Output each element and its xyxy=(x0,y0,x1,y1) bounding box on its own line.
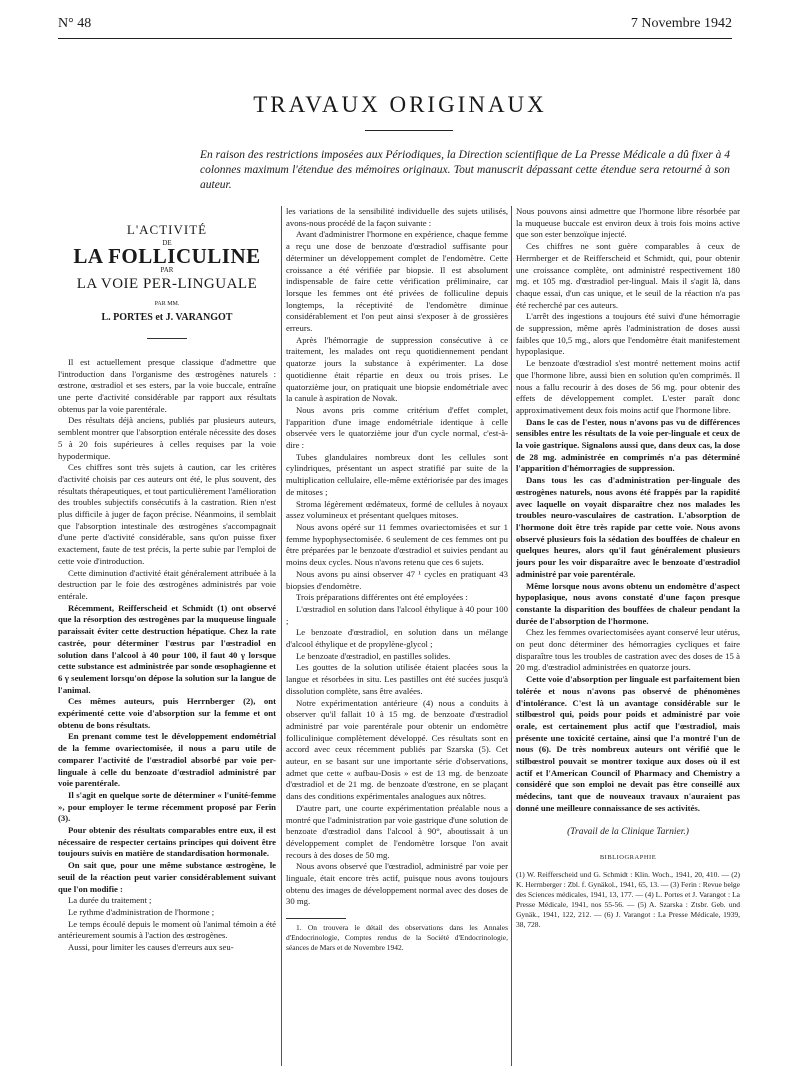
paragraph: Trois préparations différentes ont été employées : xyxy=(296,592,468,603)
paragraph: Pour obtenir des résultats comparables entre eux, il est nécessaire de respecter certains principes qui doivent être toujours suivis en matière de standardisation hormonale. xyxy=(58,825,276,859)
title-line-2: LA VOIE PER-LINGUALE xyxy=(76,275,258,292)
footnote-rule xyxy=(286,918,346,919)
paragraph: Le benzoate d'œstradiol s'est montré nettement moins actif que l'hormone libre, aussi bien en solution qu'en comprimés. Il nous a fallu recourir à des doses de 56 mg. pour obtenir des effets de développement complet. L'ester paraît donc approximativement deux fois moins actif que l'hormone libre. xyxy=(516,358,740,415)
list-item: Le temps écoulé depuis le moment où l'animal témoin a été antérieurement soumis à l'action des œstrogènes. xyxy=(58,918,276,941)
title-rule xyxy=(365,130,453,131)
paragraph: Il est actuellement presque classique d'admettre que l'introduction dans l'organisme des œstrogènes naturels : œstrone, œstradiol et ses esters, par la voie buccale, entraîne une perte d'activité considérable par rapport aux résultats obtenus par la voie parentérale. xyxy=(58,356,276,414)
header-rule xyxy=(58,38,732,39)
column-1 xyxy=(58,206,276,1066)
column-divider xyxy=(281,206,282,1066)
paragraph: Stroma légèrement œdémateux, formé de cellules à noyaux assez volumineux et présentant quelques mitoses. xyxy=(286,498,508,521)
bold-section xyxy=(58,603,276,896)
paragraph: Des résultats déjà anciens, publiés par plusieurs auteurs, semblent montrer que l'absorption entérale nécessite des doses 5 à 20 fois supérieures à celles requises par la voie hypodermique. xyxy=(58,415,276,461)
page-number: N° 48 xyxy=(58,16,92,31)
paragraph: Chez les femmes ovariectomisées ayant conservé leur utérus, on peut donc déterminer des hémorragies cycliques et faire disparaître tous les troubles de castration avec des doses de 15 à 20 mg. d'œstradiol administrées en quatorze jours. xyxy=(516,627,740,673)
paragraph: les variations de la sensibilité individuelle des sujets utilisés, avons-nous procédé de la façon suivante : xyxy=(286,206,508,228)
paragraph: Cette diminution d'activité était généralement attribuée à la destruction par le foie des œstrogènes administrés par voie entérale. xyxy=(58,567,276,601)
title-line-1: L'ACTIVITÉ xyxy=(126,222,208,237)
paragraph: Nous avons pu ainsi observer 47 ¹ cycles en pratiquant 43 biopsies d'endomètre. xyxy=(286,568,508,591)
title-separator xyxy=(147,338,187,339)
paragraph: Avant d'administrer l'hormone en expérience, chaque femme a reçu une dose de benzoate d'œstradiol suffisante pour déterminer un développement complet de l'endomètre. Cette croissance a été vérifiée par biopsie. Il est absolument indispensable de faire cette vérification préliminaire, car lorsque les femmes ont été privées de folliculine depuis longtemps, la réceptivité de l'endomètre diminue considérablement et l'on peut ainsi s'exposer à de grossières erreurs. xyxy=(286,229,508,334)
paragraph: Tubes glandulaires nombreux dont les cellules sont cylindriques, présentant un aspect stratifié par suite de la multiplication cellulaire, elle-même extériorisée par des images de mitoses ; xyxy=(286,451,508,497)
column-divider xyxy=(511,206,512,1066)
section-title: TRAVAUX ORIGINAUX xyxy=(253,92,547,117)
paragraph: Récemment, Reifferscheid et Schmidt (1) ont observé que la résorption des œstrogènes par la muqueuse linguale paraissait éviter cette destruction hépatique. Chez la rate castrée, pour déterminer l'œstrus par l'œstradiol en solution dans l'alcool à 40 pour 100, il faut 40 γ lorsque cette substance est administrée par sonde œsophagienne et 6 γ seulement lorsqu'on dépose la solution sur la langue de l'animal. xyxy=(58,602,276,695)
editorial-note: En raison des restrictions imposées aux Périodiques, la Direction scientifique de La Presse Médicale a dû fixer à 4 colonnes maximum l'étendue des mémoires originaux. Tout manuscrit dépassant cette étendue sera retourné à son auteur. xyxy=(200,149,730,191)
bibliography: (1) W. Reifferscheid und G. Schmidt : Klin. Woch., 1941, 20, 410. — (2) K. Herrnberger : Zbl. f. Gynäkol., 1941, 65, 13. — (3) Ferin : Revue belge des Sciences médicales, 1941, 13, 177. — (4) L. Portes et J. Varangot : La Presse Médicale, 1941, nos 55-56. — (5) A. Szarska : Ztsbr. Geb. und Gynäk., 1941, 122, 212. — (6) J. Varangot : La Presse Médicale, 1939, 38, 728. xyxy=(516,869,740,929)
signoff: (Travail de la Clinique Tarnier.) xyxy=(567,826,689,837)
paragraph: Nous avons pris comme critérium d'effet complet, l'apparition d'une image endométriale identique à celle observée vers le quatorzième jour d'un cycle normal, c'est-à-dire : xyxy=(286,404,508,451)
list-item: Le rythme d'administration de l'hormone ; xyxy=(68,906,215,917)
paragraph: Les gouttes de la solution utilisée étaient placées sous la langue et résorbées in situ. Les pastilles ont été sucées jusqu'à dissolution complète, sans être avalées. xyxy=(286,662,508,696)
factor-list xyxy=(58,895,276,942)
authors-prefix: PAR MM. xyxy=(154,300,180,307)
paragraph: Dans tous les cas d'administration per-linguale des œstrogènes naturels, nous avons été frappés par la rapidité avec laquelle on voyait disparaître chez nos malades les troubles neuro-vasculaires de castration. L'absorption de l'hormone doit être très rapide par cette voie. Nous avons observé plusieurs fois la sédation des bouffées de chaleur en quelques heures, alors qu'il faut généralement plusieurs jours pour les voir disparaître avec le benzoate d'œstradiol administré par voie parentérale. xyxy=(516,475,740,579)
paragraph: L'arrêt des ingestions a toujours été suivi d'une hémorragie de suppression, même après l'administration de doses aussi faibles que 10,5 mg., alors que l'endomètre était manifestement hypoplasique. xyxy=(516,311,740,357)
list-item: La durée du traitement ; xyxy=(68,895,152,906)
authors: L. PORTES et J. VARANGOT xyxy=(101,312,233,324)
paragraph: Notre expérimentation antérieure (4) nous a conduits à observer qu'il fallait 10 à 15 mg. de benzoate d'œstradiol administré par voie parentérale pour obtenir un endomètre folliculinique complètement développé. Ces résultats sont en accord avec ceux récemment publiés par Szarska (5). Cet auteur, en se basant sur une importante série d'observations, admet que cette « aufbau-Dosis » est de 13 mg. de benzoate d'œstradiol et de 21 mg. de benzoate d'œstrone, en se plaçant dans des conditions expérimentales analogues aux nôtres. xyxy=(286,697,508,802)
paragraph: Le benzoate d'œstradiol, en pastilles solides. xyxy=(296,650,451,661)
paragraph: Ces chiffres sont très sujets à caution, car les critères d'activité choisis par ces auteurs ont été, le plus souvent, des résultats thérapeutiques, et tout particulièrement l'amélioration des troubles subjectifs consécutifs à la castration. Rien n'est plus difficile à juger de façon précise. Néanmoins, il semblait que l'absorption intestinale des œstrogènes s'accompagnait d'une perte d'activité considérable, sans qu'on puisse fixer exactement, faute de test précis, la perte subie par l'emploi de cette voie d'introduction. xyxy=(58,462,276,566)
paragraph: Le benzoate d'œstradiol, en solution dans un mélange d'alcool éthylique et de propylène-glycol ; xyxy=(286,627,508,650)
paragraph: Ces chiffres ne sont guère comparables à ceux de Herrnberger et de Reifferscheid et Schmidt, qui, pour obtenir une croissance complète, ont administré respectivement 180 mg. et 105 mg. d'œstradiol per-lingual. Mais il s'agit là, dans chaque essai, d'un cas unique, et le seuil de la réaction n'a pas été recherché par ces auteurs. xyxy=(516,241,740,310)
paragraph: Nous avons opéré sur 11 femmes ovariectomisées et sur 1 femme hypophysectomisée. 6 seulement de ces femmes ont pu être préparées par le benzoate d'œstradiol et suivies pendant au moins deux cycles. Nous n'avons retenu que ces 6 sujets. xyxy=(286,521,508,568)
article-title-block xyxy=(58,224,276,324)
paragraph: En prenant comme test le développement endométrial de la femme ovariectomisée, il nous a paru utile de comparer l'activité de l'œstradiol absorbé par voie per-linguale à celle du benzoate d'œstradiol administré par voie parentérale. xyxy=(58,731,276,789)
paragraph: Dans le cas de l'ester, nous n'avons pas vu de différences sensibles entre les résultats de la voie per-linguale et ceux de la voie gastrique. Signalons aussi que, dans deux cas, la dose de 28 mg. administrée en comprimés n'a pas déterminé l'apparition d'hémorragies de suppression. xyxy=(516,416,740,474)
paragraph: Cette voie d'absorption per linguale est parfaitement bien tolérée et nous n'avons pas observé de phénomènes d'intolérance. C'est là un avantage considérable sur le stilbœstrol qui, poids pour poids et administré par voie orale, est certainement plus actif que l'œstradiol, mais présente une toxicité certaine, ainsi que l'a montré l'un de nous (6). De très nombreux auteurs ont vérifié que le stilbœstrol pouvait se montrer toxique aux doses où il est actif et l'American Council of Pharmacy and Chemistry a considéré que son emploi ne devait pas être conseillé aux médecins, tant que de nouveaux travaux n'auraient pas donné une meilleure connaissance de ses activités. xyxy=(516,674,740,813)
page-header xyxy=(58,16,732,36)
footnote: 1. On trouvera le détail des observations dans les Annales d'Endocrinologie, Comptes rendus de la Société d'Endocrinologie, séances de Mars et de Novembre 1942. xyxy=(286,923,508,953)
issue-date: 7 Novembre 1942 xyxy=(630,16,732,31)
paragraph: Aussi, pour limiter les causes d'erreurs aux seu- xyxy=(68,942,234,953)
paragraph: Il s'agit en quelque sorte de déterminer « l'unité-femme », pour employer le terme récemment proposé par Ferin (3). xyxy=(58,789,276,824)
paragraph: Nous pouvons ainsi admettre que l'hormone libre résorbée par la muqueuse buccale est environ deux à trois fois moins active que son ester benzoïque injecté. xyxy=(516,206,740,240)
title-main: LA FOLLICULINE xyxy=(73,244,261,269)
paragraph: Ces mêmes auteurs, puis Herrnberger (2), ont expérimenté cette voie d'absorption sur la femme et ont obtenu de bons résultats. xyxy=(58,696,276,730)
title-de: DE xyxy=(162,238,172,247)
column-2 xyxy=(286,206,508,1076)
paragraph: On sait que, pour une même substance œstrogène, le seuil de la réaction peut varier considérablement suivant que l'on modifie : xyxy=(58,860,276,894)
paragraph: Même lorsque nous avons obtenu un endomètre d'aspect hypoplasique, nous avons constaté d'une façon presque constante la disparition des bouffées de chaleur pendant la durée de l'absorption de l'hormone. xyxy=(516,580,740,626)
paragraph: D'autre part, une courte expérimentation préalable nous a montré que l'administration par voie gastrique d'une solution de benzoate d'œstradiol dans l'alcool à 90°, aboutissait à un développement complet de l'endomètre lorsque l'on avait recours à des doses de 50 mg. xyxy=(286,802,508,860)
bibliography-title: BIBLIOGRAPHIE xyxy=(599,854,657,862)
paragraph: Nous avons observé que l'œstradiol, administré par voie per linguale, était encore très actif, puisque nous avons toujours obtenu des images de développement normal avec des doses de 30 mg. xyxy=(286,861,508,907)
column-3 xyxy=(516,206,740,1076)
title-par: PAR xyxy=(160,266,174,275)
paragraph: Après l'hémorragie de suppression consécutive à ce traitement, les malades ont reçu quotidiennement pendant quatorze jours la substance à expérimenter. La dose quotidienne était répartie en deux ou trois prises. Le quatorzième jour, on pratiquait une biopsie endométriale avec la canule à aspiration de Novak. xyxy=(286,334,508,404)
paragraph: L'œstradiol en solution dans l'alcool éthylique à 40 pour 100 ; xyxy=(286,603,508,626)
